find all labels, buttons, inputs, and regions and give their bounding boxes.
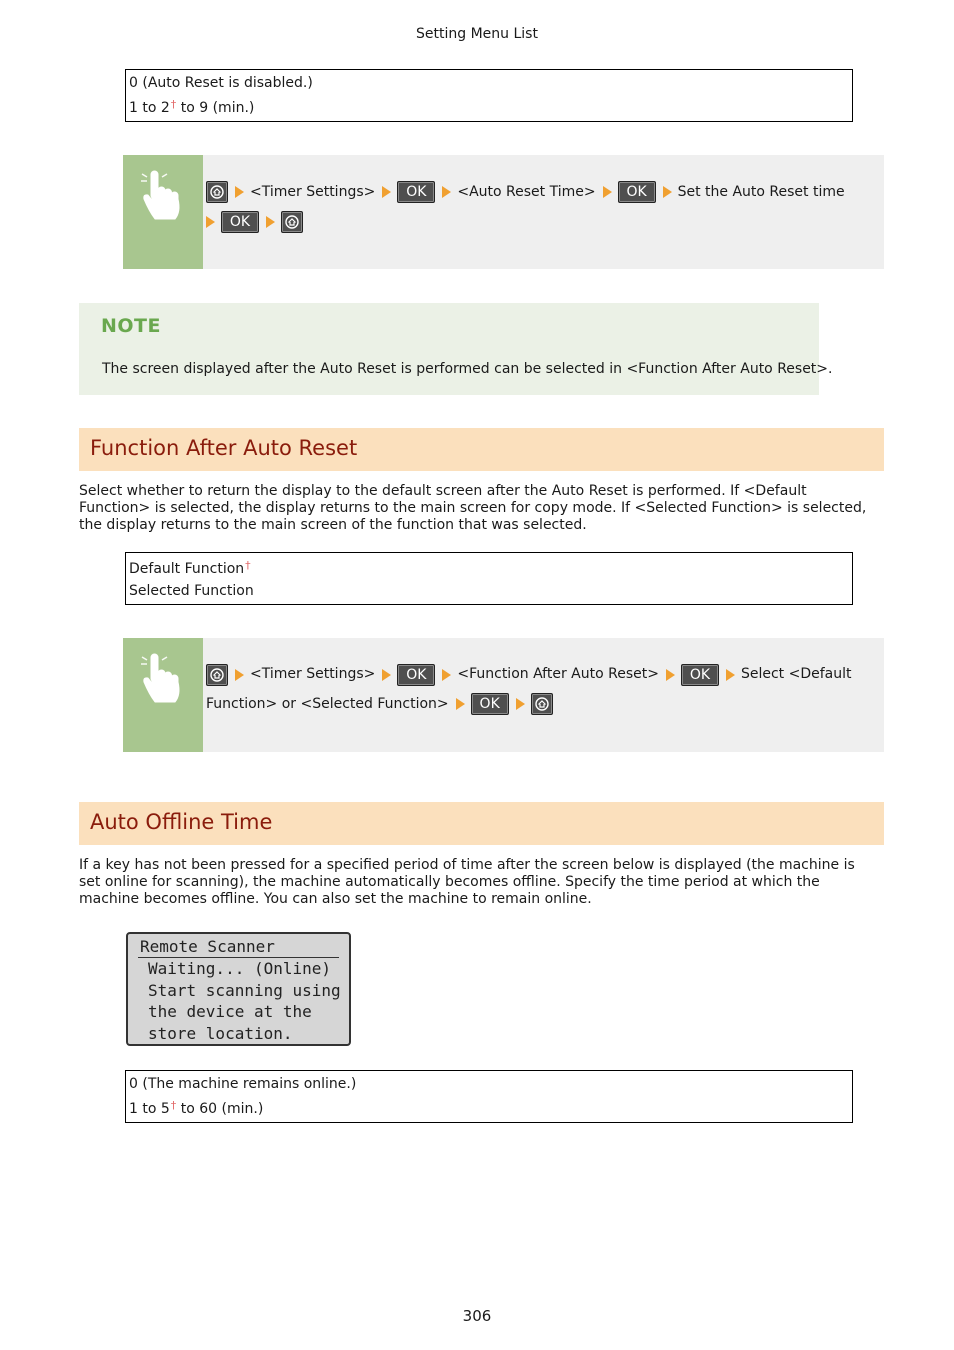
triangle-arrow-icon (442, 186, 451, 198)
triangle-arrow-icon (382, 186, 391, 198)
home-button-icon (281, 211, 303, 233)
lcd-divider (138, 957, 339, 958)
lcd-line: Waiting... (Online) (148, 959, 332, 978)
lcd-screen (126, 932, 351, 1046)
section-title: Function After Auto Reset (90, 436, 358, 460)
triangle-arrow-icon (382, 669, 391, 681)
default-marker: † (245, 559, 251, 572)
default-marker: † (170, 98, 177, 111)
triangle-arrow-icon (235, 186, 244, 198)
home-button-icon (206, 664, 228, 686)
ok-button-icon: OK (618, 181, 656, 203)
section-heading-function-after-auto-reset (79, 428, 884, 471)
operation-panel-function-after-auto-reset (123, 638, 884, 752)
note-text: The screen displayed after the Auto Reset is performed can be selected in <Function After Auto Reset>. (102, 361, 833, 377)
ok-button-icon: OK (681, 664, 719, 686)
triangle-arrow-icon (726, 669, 735, 681)
setting-row: 0 (Auto Reset is disabled.) (129, 75, 313, 91)
setting-row: 1 to 5† to 60 (min.) (129, 1099, 264, 1117)
triangle-arrow-icon (206, 216, 215, 228)
section-heading-auto-offline-time (79, 802, 884, 845)
setting-row: 1 to 2† to 9 (min.) (129, 98, 255, 116)
operation-steps: <Timer Settings> OK <Auto Reset Time> OK Set the Auto Reset time OK (206, 177, 874, 237)
lcd-line: store location. (148, 1024, 293, 1043)
note-box (79, 303, 833, 395)
triangle-arrow-icon (456, 698, 465, 710)
note-title: NOTE (101, 315, 161, 337)
ok-button-icon: OK (397, 664, 435, 686)
lcd-line: Start scanning using (148, 981, 341, 1000)
section-description: Select whether to return the display to the default screen after the Auto Reset is performed. If <Default Function> is selected, the display returns to the main screen for copy mode. If <Selected Function> is selected, the display returns to the main screen of the function that was selected. (79, 483, 867, 533)
operation-panel-auto-reset (123, 155, 884, 269)
hand-pointer-icon (141, 167, 185, 223)
triangle-arrow-icon (516, 698, 525, 710)
auto-offline-settings-table (125, 1070, 853, 1123)
section-title: Auto Offline Time (90, 810, 273, 834)
function-after-auto-reset-settings-table (125, 552, 853, 605)
hand-block (123, 638, 203, 752)
ok-button-icon: OK (221, 211, 259, 233)
hand-block (123, 155, 203, 269)
ok-button-icon: OK (397, 181, 435, 203)
triangle-arrow-icon (666, 669, 675, 681)
page-number: 306 (462, 1307, 492, 1325)
triangle-arrow-icon (442, 669, 451, 681)
triangle-arrow-icon (266, 216, 275, 228)
hand-pointer-icon (141, 650, 185, 706)
setting-row: Selected Function (129, 583, 254, 599)
auto-reset-settings-table (125, 69, 853, 122)
triangle-arrow-icon (663, 186, 672, 198)
operation-steps: <Timer Settings> OK <Function After Auto Reset> OK Select <Default Function> or <Selected Function> OK (206, 660, 874, 719)
default-marker: † (170, 1099, 177, 1112)
setting-row: 0 (The machine remains online.) (129, 1076, 357, 1092)
section-description: If a key has not been pressed for a specified period of time after the screen below is displayed (the machine is set online for scanning), the machine automatically becomes offline. Specify the time period at which the machine becomes offline. You can also set the machine to remain online. (79, 857, 855, 907)
triangle-arrow-icon (603, 186, 612, 198)
ok-button-icon: OK (471, 693, 509, 715)
page-header: Setting Menu List (416, 26, 538, 42)
lcd-line: the device at the (148, 1002, 312, 1021)
triangle-arrow-icon (235, 669, 244, 681)
lcd-title: Remote Scanner (140, 937, 275, 956)
home-button-icon (531, 693, 553, 715)
home-button-icon (206, 181, 228, 203)
setting-row: Default Function† (129, 559, 251, 577)
